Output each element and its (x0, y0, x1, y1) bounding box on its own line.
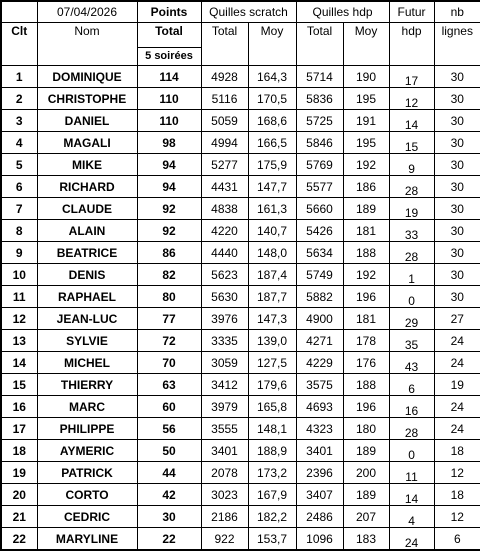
hdp-moy-cell: 196 (343, 396, 389, 418)
name-cell: DENIS (37, 264, 137, 286)
name-cell: THIERRY (37, 374, 137, 396)
hdp-total-cell: 1096 (296, 528, 343, 551)
rank-cell: 12 (1, 308, 37, 330)
header-total-points: Total (137, 23, 201, 48)
hdp-moy-cell: 176 (343, 352, 389, 374)
hdp-total-cell: 4693 (296, 396, 343, 418)
name-cell: RICHARD (37, 176, 137, 198)
header-quilles-scratch: Quilles scratch (201, 1, 296, 23)
rank-cell: 8 (1, 220, 37, 242)
hdp-moy-cell: 189 (343, 198, 389, 220)
scratch-moy-cell: 170,5 (248, 88, 296, 110)
hdp-total-cell: 3407 (296, 484, 343, 506)
scratch-moy-cell: 167,9 (248, 484, 296, 506)
rank-cell: 21 (1, 506, 37, 528)
name-cell: AYMERIC (37, 440, 137, 462)
hdp-total-cell: 5749 (296, 264, 343, 286)
nb-lignes-cell: 30 (434, 198, 480, 220)
rank-cell: 3 (1, 110, 37, 132)
nb-lignes-cell: 27 (434, 308, 480, 330)
name-cell: CEDRIC (37, 506, 137, 528)
scratch-moy-cell: 173,2 (248, 462, 296, 484)
table-row (1, 374, 480, 396)
scratch-total-cell: 2078 (201, 462, 248, 484)
scratch-moy-cell: 188,9 (248, 440, 296, 462)
points-cell: 86 (137, 242, 201, 264)
points-cell: 98 (137, 132, 201, 154)
hdp-moy-cell: 180 (343, 418, 389, 440)
points-cell: 110 (137, 110, 201, 132)
scratch-moy-cell: 140,7 (248, 220, 296, 242)
name-cell: CORTO (37, 484, 137, 506)
futur-hdp-cell: 35 (389, 330, 434, 352)
hdp-moy-cell: 192 (343, 154, 389, 176)
rank-cell: 22 (1, 528, 37, 551)
table-row (1, 88, 480, 110)
scratch-moy-cell: 187,4 (248, 264, 296, 286)
header-nom: Nom (37, 23, 137, 66)
hdp-total-cell: 3401 (296, 440, 343, 462)
futur-hdp-cell: 28 (389, 176, 434, 198)
points-cell: 70 (137, 352, 201, 374)
table-row (1, 264, 480, 286)
scratch-total-cell: 2186 (201, 506, 248, 528)
futur-hdp-cell: 24 (389, 528, 434, 551)
scratch-moy-cell: 175,9 (248, 154, 296, 176)
scratch-total-cell: 3335 (201, 330, 248, 352)
name-cell: MIKE (37, 154, 137, 176)
name-cell: PHILIPPE (37, 418, 137, 440)
hdp-total-cell: 3575 (296, 374, 343, 396)
table-row (1, 242, 480, 264)
points-cell: 82 (137, 264, 201, 286)
scratch-total-cell: 3979 (201, 396, 248, 418)
rank-cell: 1 (1, 66, 37, 88)
table-row (1, 440, 480, 462)
nb-lignes-cell: 24 (434, 330, 480, 352)
table-row (1, 66, 480, 88)
scratch-moy-cell: 147,3 (248, 308, 296, 330)
points-cell: 72 (137, 330, 201, 352)
nb-lignes-cell: 30 (434, 286, 480, 308)
scratch-total-cell: 3023 (201, 484, 248, 506)
nb-lignes-cell: 12 (434, 506, 480, 528)
scratch-moy-cell: 148,1 (248, 418, 296, 440)
hdp-total-cell: 4900 (296, 308, 343, 330)
table-row (1, 330, 480, 352)
futur-hdp-cell: 19 (389, 198, 434, 220)
points-cell: 77 (137, 308, 201, 330)
futur-hdp-cell: 4 (389, 506, 434, 528)
table-row (1, 198, 480, 220)
scratch-total-cell: 4431 (201, 176, 248, 198)
scratch-moy-cell: 139,0 (248, 330, 296, 352)
futur-hdp-cell: 0 (389, 440, 434, 462)
nb-lignes-cell: 18 (434, 484, 480, 506)
table-row (1, 176, 480, 198)
hdp-moy-cell: 190 (343, 66, 389, 88)
futur-hdp-cell: 0 (389, 286, 434, 308)
rank-cell: 9 (1, 242, 37, 264)
rank-cell: 10 (1, 264, 37, 286)
name-cell: SYLVIE (37, 330, 137, 352)
scratch-total-cell: 4994 (201, 132, 248, 154)
header-row-1 (1, 1, 480, 23)
points-cell: 114 (137, 66, 201, 88)
futur-hdp-cell: 28 (389, 242, 434, 264)
scratch-total-cell: 5116 (201, 88, 248, 110)
futur-hdp-cell: 28 (389, 418, 434, 440)
name-cell: BEATRICE (37, 242, 137, 264)
scratch-total-cell: 5630 (201, 286, 248, 308)
hdp-total-cell: 5714 (296, 66, 343, 88)
rank-cell: 13 (1, 330, 37, 352)
nb-lignes-cell: 18 (434, 440, 480, 462)
scratch-total-cell: 3976 (201, 308, 248, 330)
scratch-total-cell: 5277 (201, 154, 248, 176)
scratch-total-cell: 922 (201, 528, 248, 551)
header-quilles-hdp: Quilles hdp (296, 1, 389, 23)
hdp-moy-cell: 195 (343, 88, 389, 110)
hdp-moy-cell: 196 (343, 286, 389, 308)
header-total-hdp: Total (296, 23, 343, 66)
scratch-total-cell: 4220 (201, 220, 248, 242)
nb-lignes-cell: 30 (434, 110, 480, 132)
rank-cell: 7 (1, 198, 37, 220)
scratch-total-cell: 5059 (201, 110, 248, 132)
hdp-moy-cell: 186 (343, 176, 389, 198)
futur-hdp-cell: 43 (389, 352, 434, 374)
points-cell: 50 (137, 440, 201, 462)
name-cell: RAPHAEL (37, 286, 137, 308)
points-cell: 92 (137, 220, 201, 242)
header-lignes: lignes (434, 23, 480, 66)
points-cell: 22 (137, 528, 201, 551)
hdp-total-cell: 2486 (296, 506, 343, 528)
hdp-moy-cell: 181 (343, 308, 389, 330)
futur-hdp-cell: 14 (389, 110, 434, 132)
scratch-moy-cell: 147,7 (248, 176, 296, 198)
hdp-total-cell: 5634 (296, 242, 343, 264)
scratch-moy-cell: 168,6 (248, 110, 296, 132)
hdp-total-cell: 4323 (296, 418, 343, 440)
hdp-total-cell: 5836 (296, 88, 343, 110)
table-row (1, 528, 480, 551)
table-row (1, 506, 480, 528)
rank-cell: 4 (1, 132, 37, 154)
futur-hdp-cell: 6 (389, 374, 434, 396)
points-cell: 80 (137, 286, 201, 308)
nb-lignes-cell: 30 (434, 66, 480, 88)
rank-cell: 14 (1, 352, 37, 374)
hdp-moy-cell: 195 (343, 132, 389, 154)
header-date: 07/04/2026 (37, 1, 137, 23)
hdp-moy-cell: 181 (343, 220, 389, 242)
name-cell: JEAN-LUC (37, 308, 137, 330)
table-row (1, 132, 480, 154)
hdp-moy-cell: 207 (343, 506, 389, 528)
table-row (1, 352, 480, 374)
nb-lignes-cell: 30 (434, 132, 480, 154)
table-row (1, 110, 480, 132)
header-hdp: hdp (389, 23, 434, 66)
points-cell: 42 (137, 484, 201, 506)
hdp-total-cell: 5769 (296, 154, 343, 176)
futur-hdp-cell: 15 (389, 132, 434, 154)
points-cell: 94 (137, 154, 201, 176)
rank-cell: 11 (1, 286, 37, 308)
scratch-moy-cell: 164,3 (248, 66, 296, 88)
hdp-total-cell: 4271 (296, 330, 343, 352)
scratch-total-cell: 3412 (201, 374, 248, 396)
scratch-total-cell: 4838 (201, 198, 248, 220)
futur-hdp-cell: 12 (389, 88, 434, 110)
table-row (1, 220, 480, 242)
scratch-moy-cell: 182,2 (248, 506, 296, 528)
points-cell: 30 (137, 506, 201, 528)
hdp-moy-cell: 178 (343, 330, 389, 352)
scratch-moy-cell: 161,3 (248, 198, 296, 220)
scratch-moy-cell: 148,0 (248, 242, 296, 264)
table-row (1, 484, 480, 506)
header-total-scratch: Total (201, 23, 248, 66)
nb-lignes-cell: 6 (434, 528, 480, 551)
name-cell: PATRICK (37, 462, 137, 484)
nb-lignes-cell: 30 (434, 242, 480, 264)
nb-lignes-cell: 12 (434, 462, 480, 484)
hdp-total-cell: 5846 (296, 132, 343, 154)
scratch-moy-cell: 165,8 (248, 396, 296, 418)
scratch-total-cell: 4928 (201, 66, 248, 88)
hdp-total-cell: 5725 (296, 110, 343, 132)
scratch-total-cell: 3555 (201, 418, 248, 440)
futur-hdp-cell: 11 (389, 462, 434, 484)
scratch-total-cell: 5623 (201, 264, 248, 286)
header-nb: nb (434, 1, 480, 23)
table-row (1, 462, 480, 484)
nb-lignes-cell: 24 (434, 418, 480, 440)
rank-cell: 5 (1, 154, 37, 176)
header-row-2 (1, 23, 480, 48)
header-moy-hdp: Moy (343, 23, 389, 66)
futur-hdp-cell: 29 (389, 308, 434, 330)
rank-cell: 17 (1, 418, 37, 440)
table-row (1, 286, 480, 308)
points-cell: 60 (137, 396, 201, 418)
hdp-moy-cell: 192 (343, 264, 389, 286)
header-empty-cell (1, 1, 37, 23)
nb-lignes-cell: 30 (434, 264, 480, 286)
scratch-moy-cell: 187,7 (248, 286, 296, 308)
name-cell: DANIEL (37, 110, 137, 132)
hdp-total-cell: 5426 (296, 220, 343, 242)
hdp-moy-cell: 183 (343, 528, 389, 551)
table-row (1, 396, 480, 418)
scratch-moy-cell: 153,7 (248, 528, 296, 551)
hdp-total-cell: 2396 (296, 462, 343, 484)
name-cell: MARYLINE (37, 528, 137, 551)
futur-hdp-cell: 1 (389, 264, 434, 286)
scratch-total-cell: 3401 (201, 440, 248, 462)
table-row (1, 418, 480, 440)
scratch-moy-cell: 179,6 (248, 374, 296, 396)
header-futur: Futur (389, 1, 434, 23)
hdp-moy-cell: 191 (343, 110, 389, 132)
points-cell: 110 (137, 88, 201, 110)
hdp-moy-cell: 188 (343, 242, 389, 264)
name-cell: ALAIN (37, 220, 137, 242)
points-cell: 94 (137, 176, 201, 198)
nb-lignes-cell: 24 (434, 352, 480, 374)
hdp-moy-cell: 200 (343, 462, 389, 484)
futur-hdp-cell: 17 (389, 66, 434, 88)
rank-cell: 19 (1, 462, 37, 484)
nb-lignes-cell: 30 (434, 176, 480, 198)
rank-cell: 6 (1, 176, 37, 198)
rank-cell: 18 (1, 440, 37, 462)
points-cell: 92 (137, 198, 201, 220)
futur-hdp-cell: 33 (389, 220, 434, 242)
scratch-total-cell: 3059 (201, 352, 248, 374)
name-cell: CLAUDE (37, 198, 137, 220)
futur-hdp-cell: 9 (389, 154, 434, 176)
table-row (1, 308, 480, 330)
points-cell: 44 (137, 462, 201, 484)
futur-hdp-cell: 16 (389, 396, 434, 418)
header-moy-scratch: Moy (248, 23, 296, 66)
name-cell: MARC (37, 396, 137, 418)
nb-lignes-cell: 30 (434, 220, 480, 242)
rank-cell: 16 (1, 396, 37, 418)
scratch-moy-cell: 166,5 (248, 132, 296, 154)
points-cell: 63 (137, 374, 201, 396)
futur-hdp-cell: 14 (389, 484, 434, 506)
nb-lignes-cell: 24 (434, 396, 480, 418)
rank-cell: 15 (1, 374, 37, 396)
hdp-total-cell: 5882 (296, 286, 343, 308)
hdp-moy-cell: 189 (343, 440, 389, 462)
name-cell: DOMINIQUE (37, 66, 137, 88)
table-row (1, 154, 480, 176)
hdp-moy-cell: 189 (343, 484, 389, 506)
name-cell: CHRISTOPHE (37, 88, 137, 110)
hdp-total-cell: 4229 (296, 352, 343, 374)
name-cell: MICHEL (37, 352, 137, 374)
scratch-total-cell: 4440 (201, 242, 248, 264)
nb-lignes-cell: 30 (434, 88, 480, 110)
nb-lignes-cell: 30 (434, 154, 480, 176)
scratch-moy-cell: 127,5 (248, 352, 296, 374)
header-soirees: 5 soirées (137, 48, 201, 66)
hdp-total-cell: 5577 (296, 176, 343, 198)
header-points: Points (137, 1, 201, 23)
rank-cell: 20 (1, 484, 37, 506)
header-clt: Clt (1, 23, 37, 66)
name-cell: MAGALI (37, 132, 137, 154)
rank-cell: 2 (1, 88, 37, 110)
points-cell: 56 (137, 418, 201, 440)
hdp-moy-cell: 188 (343, 374, 389, 396)
nb-lignes-cell: 19 (434, 374, 480, 396)
hdp-total-cell: 5660 (296, 198, 343, 220)
